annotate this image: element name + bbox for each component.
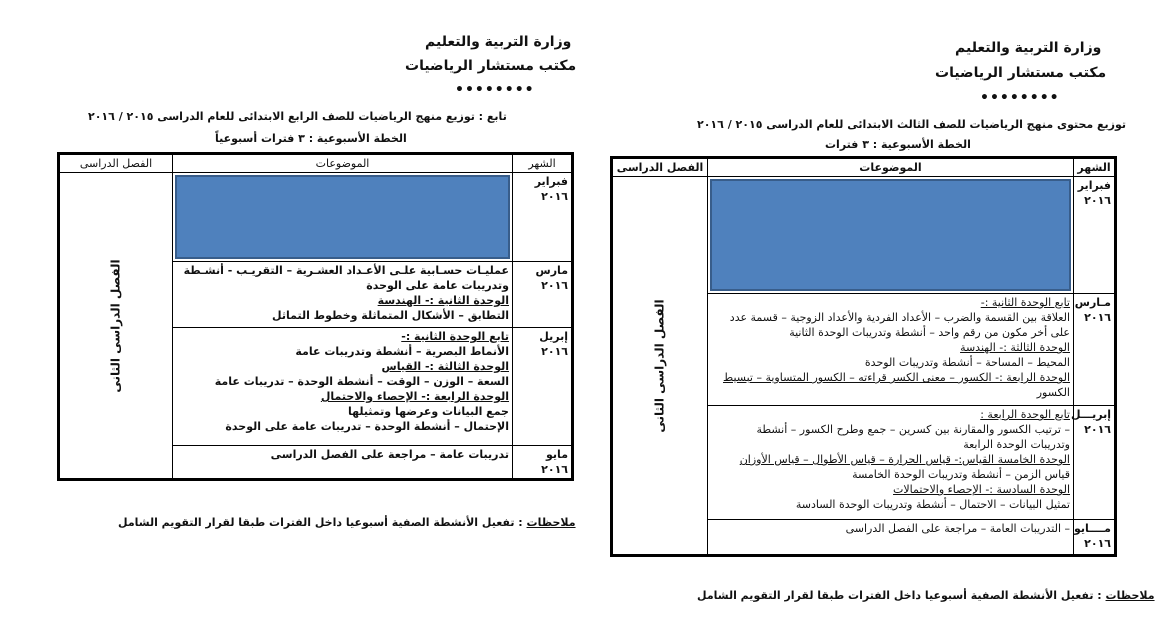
left-row-mar-month: مارس ٢٠١٦	[513, 262, 573, 328]
left-note-text: : تفعيل الأنشطة الصفية أسبوعيا داخل الفترات طبقا لقرار التقويم الشامل	[118, 516, 523, 529]
right-ministry: وزارة التربية والتعليم	[955, 40, 1102, 56]
left-title: تابع : توزيع منهج الرياضيات للصف الرابع الابتدائى للعام الدراسى ٢٠١٥ / ٢٠١٦	[88, 110, 507, 123]
left-semester-name: الفصل الدراسى الثانى	[108, 258, 123, 393]
right-row-apr-month: إبريـــل ٢٠١٦	[1074, 406, 1116, 520]
left-row-may-topics: تدريبات عامة – مراجعة على الفصل الدراسى	[173, 446, 513, 480]
left-row-apr-month: إبريل ٢٠١٦	[513, 328, 573, 446]
left-ministry: وزارة التربية والتعليم	[425, 34, 572, 50]
right-table	[610, 156, 1117, 557]
left-row-mar-topics: عمليـات حسـابية علـى الأعـداد العشـرية – التقريـب - أنشـطة وتدريبات عامة على الوحدة الوحدة الثانية :- الهندسة التطابق – الأشكال المتماثلة وخطوط التماثل	[173, 262, 513, 328]
right-title: توزيع محتوى منهج الرياضيات للصف الثالث الابتدائى للعام الدراسى ٢٠١٥ / ٢٠١٦	[697, 118, 1127, 131]
right-note	[697, 589, 1155, 602]
left-row-apr-topics: تابع الوحدة الثانية :- الأنماط البصرية – أنشطة وتدريبات عامة الوحدة الثالثة :- القياس السعة – الوزن – الوقت – أنشطة الوحدة – تدريبات عامة الوحدة الرابعة :- الإحصاء والاحتمال جمع البيانات وعرضها وتمثيلها الإحتمال – أنشطة الوحدة – تدريبات عامة على الوحدة	[173, 328, 513, 446]
left-header-month: الشهر	[513, 154, 573, 173]
left-redaction-box	[175, 175, 510, 259]
right-plan: الخطة الأسبوعية : ٣ فترات	[825, 138, 971, 151]
right-dots: ••••••••	[980, 90, 1060, 106]
left-plan: الخطة الأسبوعية : ٣ فترات أسبوعياً	[215, 132, 407, 145]
left-note	[118, 516, 576, 529]
left-header-semester: الفصل الدراسى	[59, 154, 173, 173]
right-header-month: الشهر	[1074, 158, 1116, 177]
right-row-feb-topics	[708, 177, 1074, 294]
left-note-label: ملاحظات	[526, 516, 576, 529]
left-row-may-month: مايو ٢٠١٦	[513, 446, 573, 480]
left-header-topics: الموضوعات	[173, 154, 513, 173]
right-header-topics: الموضوعات	[708, 158, 1074, 177]
right-note-text: : تفعيل الأنشطة الصفية أسبوعيا داخل الفترات طبقا لقرار التقويم الشامل	[697, 589, 1102, 602]
right-row-mar-month: مـارس ٢٠١٦	[1074, 294, 1116, 406]
left-office: مكتب مستشار الرياضيات	[405, 58, 577, 74]
right-row-may-month: مــــايو ٢٠١٦	[1074, 520, 1116, 556]
left-dots: ••••••••	[455, 82, 535, 98]
left-row-feb-month: فبراير ٢٠١٦	[513, 173, 573, 262]
right-semester-cell	[612, 177, 708, 556]
right-redaction-box	[710, 179, 1071, 291]
left-semester-cell	[59, 173, 173, 480]
right-header-semester: الفصل الدراسى	[612, 158, 708, 177]
right-office: مكتب مستشار الرياضيات	[935, 65, 1107, 81]
left-row-feb-topics	[173, 173, 513, 262]
left-table	[57, 152, 574, 481]
right-note-label: ملاحظات	[1105, 589, 1155, 602]
right-semester-name: الفصل الدراسى الثانى	[652, 298, 667, 433]
right-row-may-topics: – التدريبات العامة – مراجعة على الفصل الدراسى	[708, 520, 1074, 556]
right-row-mar-topics: تابع الوحدة الثانية :- العلاقة بين القسمة والضرب – الأعداد الفردية والأعداد الزوجية – قسمة عدد على أخر مكون من رقم واحد – أنشطة وتدريبات الوحدة الثانية الوحدة الثالثة :- الهندسة المحيط – المساحة – أنشطة وتدريبات الوحدة الوحدة الرابعة :- الكسور – معنى الكسر قراءته – الكسور المتساوية – تبسيط الكسور	[708, 294, 1074, 406]
right-row-apr-topics: تابع الوحدة الرابعة : – ترتيب الكسور والمقارنة بين كسرين – جمع وطرح الكسور – أنشطة وتدريبات الوحدة الرابعة الوحدة الخامسة القياس:- قياس الحرارة – قياس الأطوال – قياس الأوزان قياس الزمن – أنشطة وتدريبات الوحدة الخامسة الوحدة السادسة :- الإحصاء والاحتمالات تمثيل البيانات – الاحتمال – أنشطة وتدريبات الوحدة السادسة	[708, 406, 1074, 520]
right-row-feb-month: فبراير ٢٠١٦	[1074, 177, 1116, 294]
